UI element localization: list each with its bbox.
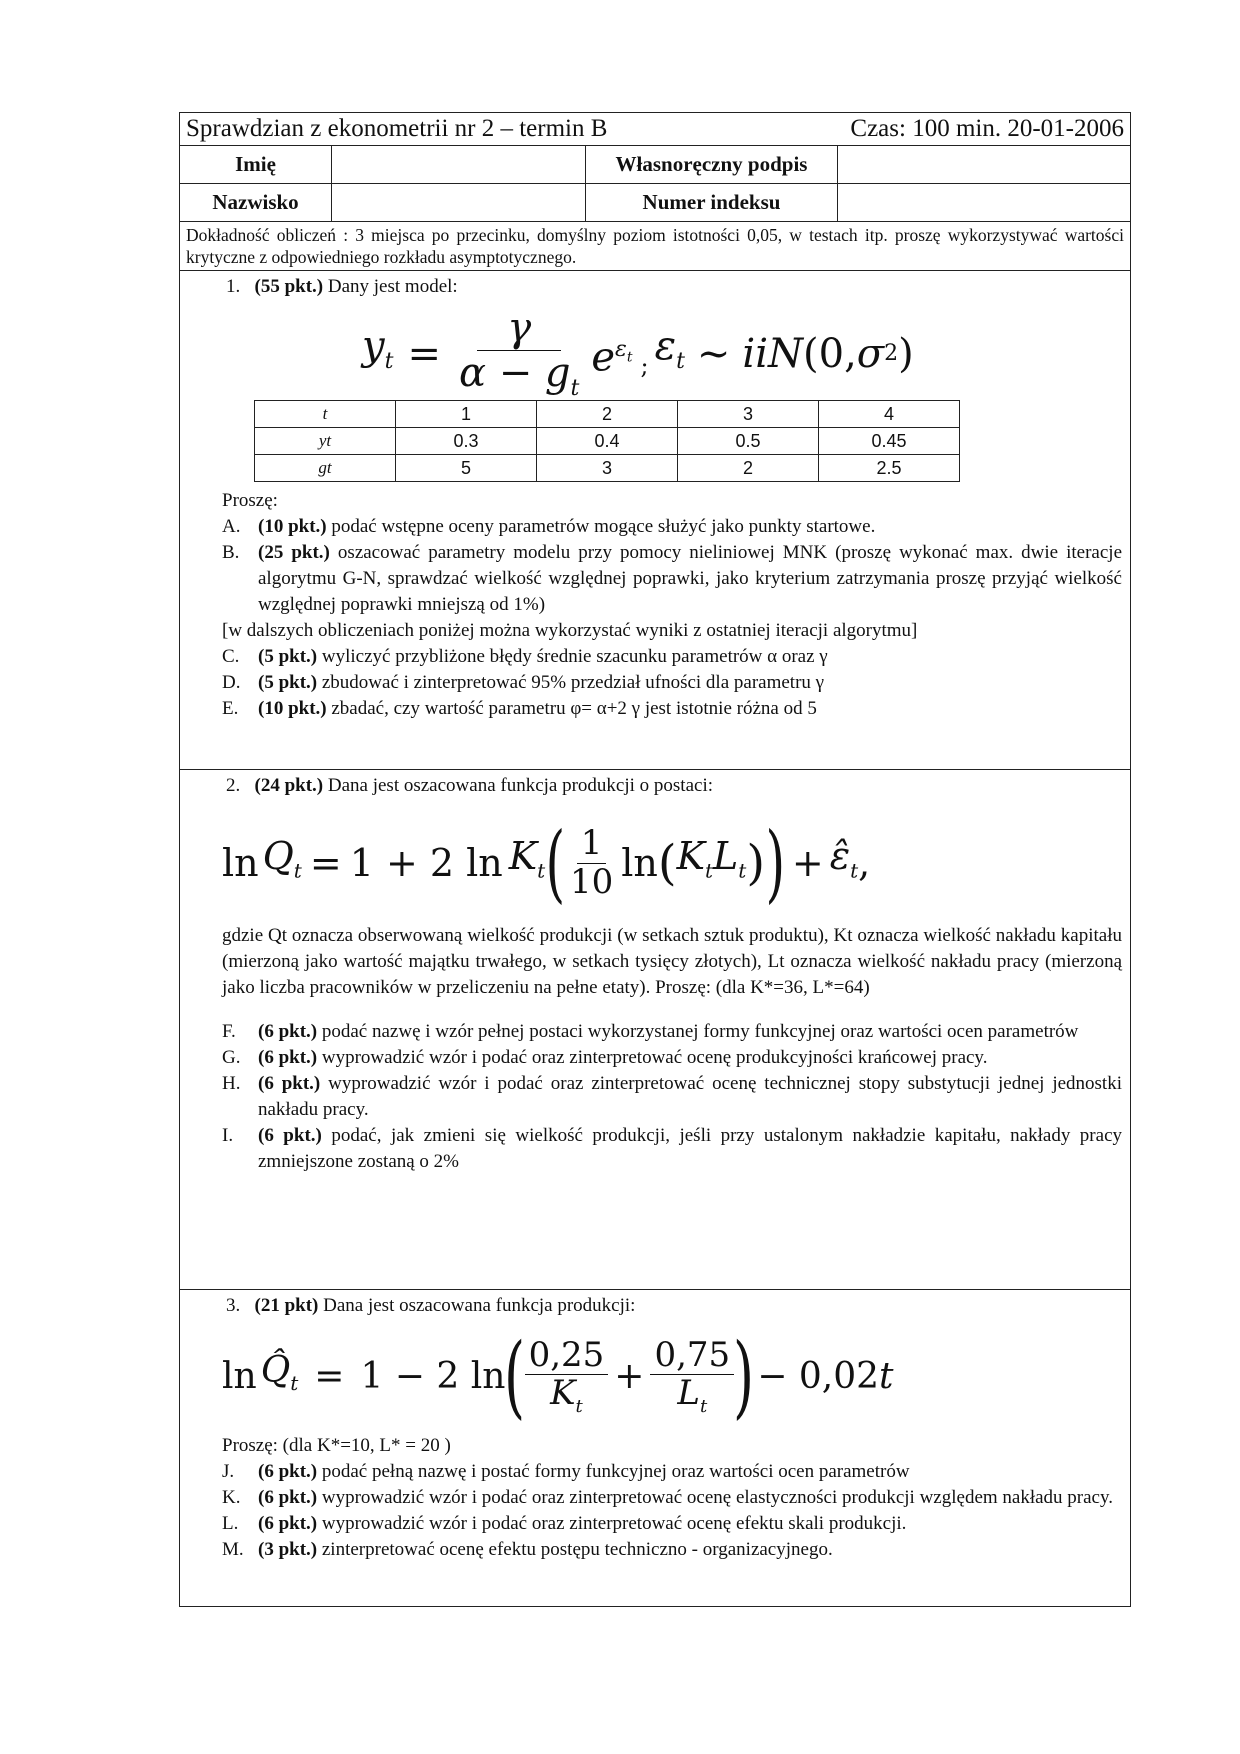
data-table-cell: 3 bbox=[537, 455, 678, 482]
task-text: oszacować parametry modelu przy pomocy nieliniowej MNK (proszę wykonać max. dwie iteracje algorytmu G-N, sprawdzać wielkość względnej poprawki, jako kryterium zatrzymania proszę przyjąć wielkość względnej poprawki mniejszą od 1%) bbox=[258, 542, 1122, 615]
question-3-points: (21 pkt) bbox=[254, 1295, 319, 1316]
question-2-heading bbox=[226, 773, 1122, 799]
data-table-row-label: gt bbox=[255, 455, 396, 482]
task-points: (3 pkt.) bbox=[258, 1539, 318, 1560]
task-text: wyprowadzić wzór i podać oraz zinterpretować ocenę technicznej stopy substytucji jednej jednostki nakładu pracy. bbox=[258, 1073, 1122, 1120]
question-2-description: gdzie Qt oznacza obserwowaną wielkość produkcji (w setkach sztuk produktu), Kt oznacza wielkość nakładu kapitału (mierzoną jako wartość majątku trwałego, w setkach tysięcy złotych), Lt oznacza wielkość nakładu pracy (mierzoną jako liczba pracowników w przeliczeniu na pełne etaty). Proszę: (dla K*=36, L*=64) bbox=[222, 925, 1122, 998]
task-b bbox=[222, 540, 1122, 618]
data-table-row bbox=[255, 455, 960, 482]
model-formula: $y_t$ = $\frac{\gamma}{\alpha - g_t}$ $e^{\varepsilon_t}$ ; $\varepsilon_t$ ~ iiN (0, σ 2 ) bbox=[362, 305, 914, 402]
data-table-cell: 2 bbox=[678, 455, 819, 482]
task-label: M. bbox=[222, 1539, 244, 1560]
question-3-number: 3. bbox=[226, 1295, 241, 1316]
task-points: (6 pkt.) bbox=[258, 1487, 318, 1508]
question-1-number: 1. bbox=[226, 276, 241, 297]
task-points: (5 pkt.) bbox=[258, 672, 318, 693]
question-2-intro: Dana jest oszacowana funkcja produkcji o postaci: bbox=[327, 775, 714, 796]
task-text: podać pełną nazwę i postać formy funkcyjnej oraz wartości ocen parametrów bbox=[321, 1461, 910, 1482]
instructions-note: Dokładność obliczeń : 3 miejsca po przecinku, domyślny poziom istotności 0,05, w testach itp. proszę wykorzystywać wartości krytyczne z odpowiedniego rozkładu asymptotycznego. bbox=[180, 222, 1130, 271]
task-i bbox=[222, 1123, 1122, 1175]
exam-title: Sprawdzian z ekonometrii nr 2 – termin B bbox=[186, 115, 608, 142]
question-1-heading bbox=[226, 274, 1122, 300]
task-points: (25 pkt.) bbox=[258, 542, 330, 563]
question-1-points: (55 pkt.) bbox=[254, 276, 324, 297]
question-2-number: 2. bbox=[226, 775, 241, 796]
data-table-header-cell: 3 bbox=[678, 401, 819, 428]
exam-time-date: Czas: 100 min. 20-01-2006 bbox=[850, 115, 1124, 142]
task-points: (10 pkt.) bbox=[258, 516, 327, 537]
task-label: G. bbox=[222, 1047, 241, 1068]
data-table-cell: 0.5 bbox=[678, 428, 819, 455]
student-id-table bbox=[180, 146, 1130, 222]
data-table-header bbox=[255, 401, 960, 428]
last-name-label: Nazwisko bbox=[180, 184, 332, 222]
question-3-prosze: Proszę: (dla K*=10, L* = 20 ) bbox=[222, 1435, 451, 1456]
task-text: podać, jak zmieni się wielkość produkcji, jeśli przy ustalonym nakładzie kapitału, nakłady pracy zmniejszone zostaną o 2% bbox=[258, 1125, 1123, 1172]
task-text: wyprowadzić wzór i podać oraz zinterpretować ocenę elastyczności produkcji względem nakładu pracy. bbox=[321, 1487, 1114, 1508]
data-table-row-label: yt bbox=[255, 428, 396, 455]
task-label: K. bbox=[222, 1487, 241, 1508]
task-text: wyprowadzić wzór i podać oraz zinterpretować ocenę produkcyjności krańcowej pracy. bbox=[321, 1047, 988, 1068]
question-1 bbox=[180, 271, 1130, 770]
task-f bbox=[222, 1019, 1122, 1045]
question-3-intro: Dana jest oszacowana funkcja produkcji: bbox=[323, 1295, 636, 1316]
data-table-header-cell: 4 bbox=[819, 401, 960, 428]
task-points: (10 pkt.) bbox=[258, 698, 327, 719]
task-m bbox=[222, 1537, 1122, 1563]
task-points: (6 pkt.) bbox=[258, 1021, 318, 1042]
data-table-header-cell: 1 bbox=[396, 401, 537, 428]
data-table-header-cell: t bbox=[255, 401, 396, 428]
ces-formula: ln $Q̂_t$ = 1 − 2 ln ( $\frac{0,25}{K_t}$ + $\frac{0,75}{L_t}$ ) − 0,02 t bbox=[222, 1324, 894, 1429]
task-j bbox=[222, 1459, 1122, 1485]
task-label: E. bbox=[222, 698, 239, 719]
task-points: (6 pkt.) bbox=[258, 1461, 318, 1482]
task-c bbox=[222, 644, 1122, 670]
task-label: L. bbox=[222, 1513, 239, 1534]
question-3 bbox=[180, 1290, 1130, 1606]
task-label: D. bbox=[222, 672, 241, 693]
exam-header bbox=[180, 113, 1130, 146]
task-text: podać nazwę i wzór pełnej postaci wykorzystanej formy funkcyjnej oraz wartości ocen parametrów bbox=[321, 1021, 1079, 1042]
task-e bbox=[222, 696, 1122, 722]
task-points: (6 pkt.) bbox=[258, 1047, 318, 1068]
task-points: (6 pkt.) bbox=[258, 1513, 318, 1534]
task-text: wyprowadzić wzór i podać oraz zinterpretować ocenę efektu skali produkcji. bbox=[321, 1513, 907, 1534]
task-points: (6 pkt.) bbox=[258, 1073, 321, 1094]
data-table-cell: 0.3 bbox=[396, 428, 537, 455]
task-label: I. bbox=[222, 1125, 234, 1146]
task-label: A. bbox=[222, 516, 241, 537]
task-points: (5 pkt.) bbox=[258, 646, 318, 667]
task-label: J. bbox=[222, 1461, 235, 1482]
task-points: (6 pkt.) bbox=[258, 1125, 322, 1146]
task-text: podać wstępne oceny parametrów mogące służyć jako punkty startowe. bbox=[331, 516, 876, 537]
task-label: H. bbox=[222, 1073, 241, 1094]
question-3-heading bbox=[226, 1293, 1122, 1319]
data-table-cell: 0.45 bbox=[819, 428, 960, 455]
data-table-cell: 2.5 bbox=[819, 455, 960, 482]
task-h bbox=[222, 1071, 1122, 1123]
index-field[interactable] bbox=[838, 184, 1131, 222]
data-table bbox=[254, 400, 960, 482]
exam-sheet bbox=[179, 112, 1131, 1607]
data-table-header-cell: 2 bbox=[537, 401, 678, 428]
index-label: Numer indeksu bbox=[586, 184, 838, 222]
task-l bbox=[222, 1511, 1122, 1537]
question-2 bbox=[180, 770, 1130, 1290]
task-g bbox=[222, 1045, 1122, 1071]
data-table-cell: 5 bbox=[396, 455, 537, 482]
data-table-row bbox=[255, 428, 960, 455]
first-name-label: Imię bbox=[180, 146, 332, 184]
task-d bbox=[222, 670, 1122, 696]
task-text: zbadać, czy wartość parametru φ= α+2 γ jest istotnie różna od 5 bbox=[331, 698, 817, 719]
data-table-cell: 0.4 bbox=[537, 428, 678, 455]
task-k bbox=[222, 1485, 1122, 1511]
task-label: F. bbox=[222, 1021, 236, 1042]
signature-label: Własnoręczny podpis bbox=[586, 146, 838, 184]
task-label: C. bbox=[222, 646, 240, 667]
bracket-note: [w dalszych obliczeniach poniżej można wykorzystać wyniki z ostatniej iteracji algorytmu] bbox=[222, 620, 918, 641]
translog-formula: ln $Q_t$ = 1 + 2 ln $K_t$ ( $\frac{1}{10}$ ln ( $K_tL_t$ ) ) + $\varepsilon̂_t$ , bbox=[222, 814, 871, 912]
task-a bbox=[222, 514, 1122, 540]
task-text: zinterpretować ocenę efektu postępu techniczno - organizacyjnego. bbox=[321, 1539, 833, 1560]
task-label: B. bbox=[222, 542, 240, 563]
task-text: zbudować i zinterpretować 95% przedział ufności dla parametru γ bbox=[321, 672, 825, 693]
question-1-intro: Dany jest model: bbox=[327, 276, 458, 297]
task-text: wyliczyć przybliżone błędy średnie szacunku parametrów α oraz γ bbox=[321, 646, 828, 667]
question-2-points: (24 pkt.) bbox=[254, 775, 324, 796]
signature-field[interactable] bbox=[838, 146, 1131, 184]
question-1-prosze: Proszę: bbox=[222, 490, 278, 511]
first-name-field[interactable] bbox=[332, 146, 586, 184]
last-name-field[interactable] bbox=[332, 184, 586, 222]
